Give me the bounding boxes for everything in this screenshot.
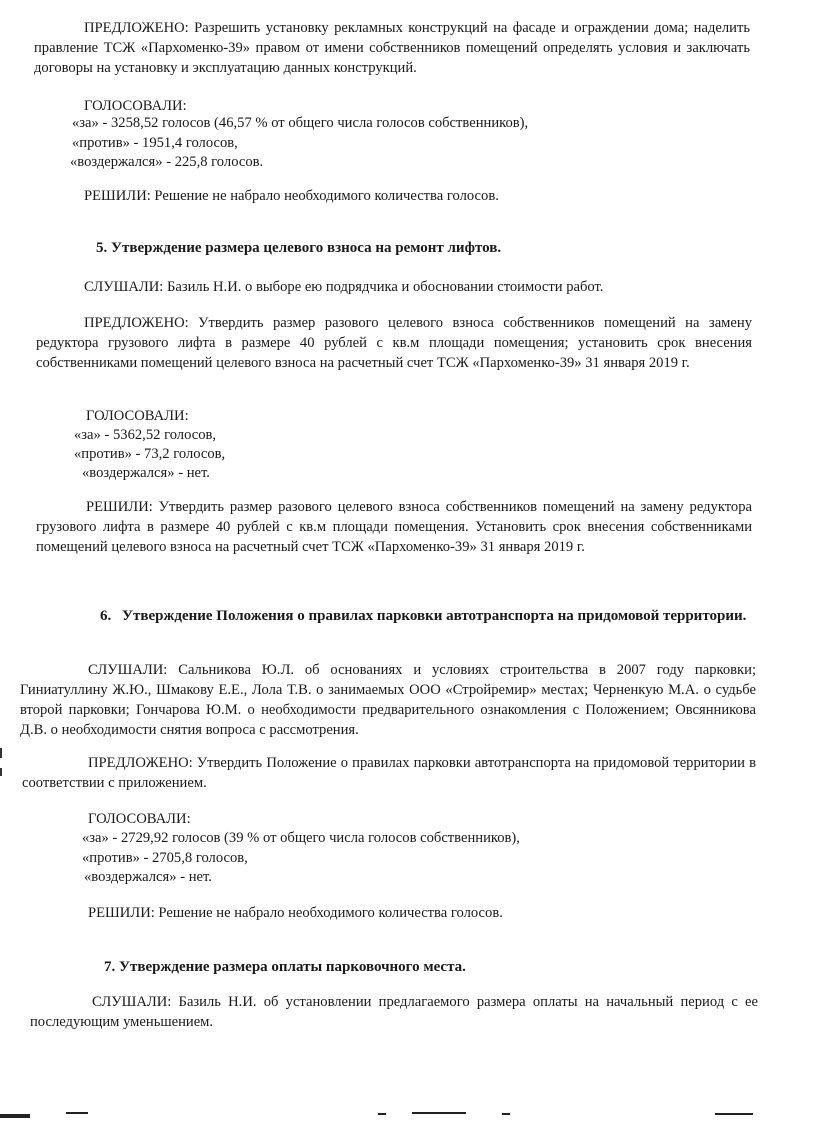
block5-vote-for: «за» - 5362,52 голосов, [74,427,217,443]
block6-heading: Утверждение Положения о правилах парковки автотранспорта на придомовой территории. [122,608,747,624]
bottom-rule-1 [66,1112,88,1114]
bottom-rule-5 [715,1113,753,1115]
block4-vote-for: «за» - 3258,52 голосов (46,57 % от общего числа голосов собственников), [72,115,529,131]
block5-voted-label: ГОЛОСОВАЛИ: [86,408,189,424]
block6-voted-label: ГОЛОСОВАЛИ: [88,811,191,827]
block6-vote-against: «против» - 2705,8 голосов, [82,850,248,866]
block5-heard: СЛУШАЛИ: Базиль Н.И. о выборе ею подрядчика и обосновании стоимости работ. [84,279,604,295]
block4-proposed: ПРЕДЛОЖЕНО: Разрешить установку рекламных конструкций на фасаде и ограждении дома; наделить правление ТСЖ «Пархоменко-39» правом от имени собственников помещений определять условия и заключать договоры на установку и эксплуатацию данных конструкций. [34,20,750,76]
block5-decided: РЕШИЛИ: Утвердить размер разового целевого взноса собственников помещений на замену редуктора грузового лифта в размере 40 рублей с кв.м площади помещения. Установить срок внесения собственниками помещений целевого взноса на расчетный счет ТСЖ «Пархоменко-39» 31 января 2019 г. [36,499,752,555]
block5-heading: 5. Утверждение размера целевого взноса на ремонт лифтов. [96,240,502,256]
scan-mark-left-1 [0,748,2,758]
block6-vote-abstain: «воздержался» - нет. [84,869,212,885]
block6-decided: РЕШИЛИ: Решение не набрало необходимого количества голосов. [88,905,503,921]
block5-vote-abstain: «воздержался» - нет. [82,465,210,481]
block7-heard: СЛУШАЛИ: Базиль Н.И. об установлении предлагаемого размера оплаты на начальный период с ее последующим уменьшением. [30,994,758,1030]
block6-proposed: ПРЕДЛОЖЕНО: Утвердить Положение о правилах парковки автотранспорта на придомовой территории в соответствии с приложением. [22,755,756,791]
bottom-rule-2 [412,1112,466,1114]
bottom-rule-3 [378,1113,386,1115]
block6-heard: СЛУШАЛИ: Сальникова Ю.Л. об основаниях и условиях строительства в 2007 году парковки; Гиниатуллину Ж.Ю., Шмакову Е.Е., Лола Т.В. о занимаемых ООО «Стройремир» местах; Черненкую М.А. о судьбе второй парковки; Гончарова Ю.М. о необходимости предварительного ознакомления с Положением; Овсянникова Д.В. о необходимости снятия вопроса с рассмотрения. [20,662,756,738]
block5-proposed: ПРЕДЛОЖЕНО: Утвердить размер разового целевого взноса собственников помещений на замену редуктора грузового лифта в размере 40 рублей с кв.м площади помещения; установить срок внесения собственниками помещений целевого взноса на расчетный счет ТСЖ «Пархоменко-39» 31 января 2019 г. [36,315,752,371]
block7-heading: 7. Утверждение размера оплаты парковочного места. [104,959,466,975]
block4-voted-label: ГОЛОСОВАЛИ: [84,98,187,114]
block6-vote-for: «за» - 2729,92 голосов (39 % от общего числа голосов собственников), [82,830,520,846]
block5-vote-against: «против» - 73,2 голосов, [74,446,226,462]
block6-heading-number: 6. [100,608,112,624]
block4-vote-abstain: «воздержался» - 225,8 голосов. [70,154,264,170]
bottom-rule-4 [502,1113,510,1115]
scan-edge-mark [0,1114,30,1118]
block4-decided: РЕШИЛИ: Решение не набрало необходимого количества голосов. [84,188,499,204]
block4-vote-against: «против» - 1951,4 голосов, [72,135,238,151]
scan-mark-left-2 [0,768,2,776]
